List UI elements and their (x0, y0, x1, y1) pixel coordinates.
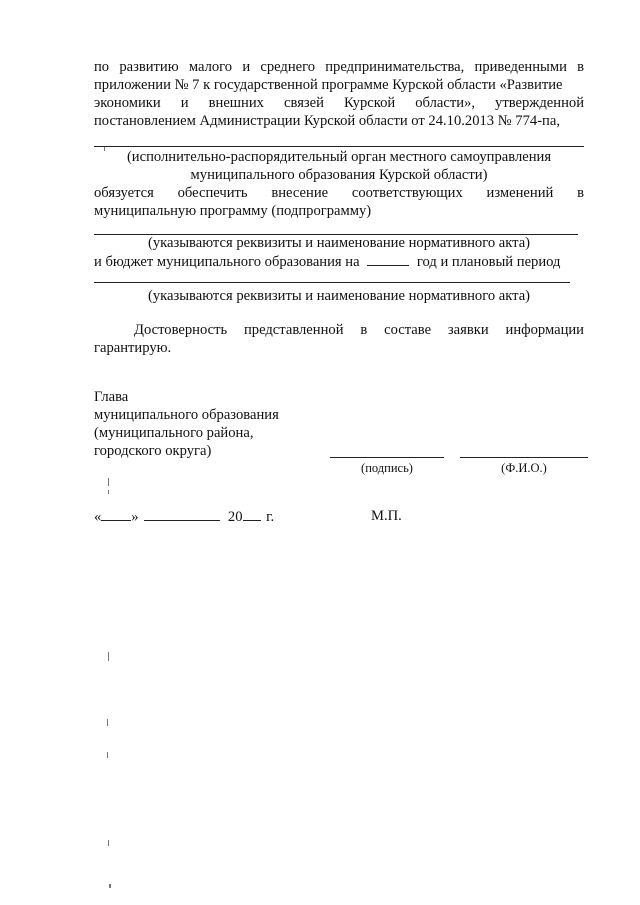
budget-suffix: год и плановый период (416, 254, 561, 270)
fill-in-line-act-2 (94, 282, 570, 283)
signatory-line: Глава (94, 389, 129, 405)
signature-label: (подпись) (361, 461, 413, 475)
organ-caption-line: (исполнительно-распорядительный орган местного самоуправления (126, 149, 552, 165)
budget-prefix: и бюджет муниципального образования на (94, 254, 360, 270)
signatory-line: муниципального образования (94, 407, 279, 423)
signatory-line: (муниципального района, (94, 425, 254, 441)
day-blank (101, 507, 131, 521)
year-prefix: 20 (227, 509, 243, 525)
month-blank (144, 507, 220, 521)
guarantee-line: гарантирую. (94, 340, 172, 356)
act-caption: (указываются реквизиты и наименование нормативного акта) (147, 288, 531, 304)
paragraph-line: постановлением Администрации Курской области от 24.10.2013 № 774-па, (94, 113, 560, 129)
date-line (94, 507, 584, 526)
year-blank (367, 252, 409, 266)
signature-line (330, 457, 444, 458)
scan-speck (104, 147, 105, 151)
date-open-quote: « (94, 509, 102, 525)
obligation-line: муниципальную программу (подпрограмму) (94, 203, 372, 219)
scan-speck (108, 652, 109, 661)
scan-speck (108, 490, 109, 494)
scan-speck (108, 840, 109, 846)
organ-caption-line: муниципального образования Курской области) (190, 167, 488, 183)
guarantee-line: Достоверность представленной в составе заявки информации (134, 322, 584, 338)
scan-speck (108, 478, 109, 486)
budget-line (94, 252, 584, 271)
scan-speck (107, 752, 108, 758)
paragraph-line: по развитию малого и среднего предпринимательства, приведенными в (94, 59, 584, 75)
date-close-quote: » (131, 509, 139, 525)
act-caption: (указываются реквизиты и наименование нормативного акта) (147, 235, 531, 251)
scan-speck (107, 719, 108, 726)
name-line (460, 457, 588, 458)
signatory-line: городского округа) (94, 443, 212, 459)
year-digits-blank (243, 507, 261, 521)
year-suffix: г. (266, 509, 275, 525)
name-label: (Ф.И.О.) (501, 461, 547, 475)
paragraph-line: экономики и внешних связей Курской области», утвержденной (94, 95, 584, 111)
scan-speck (109, 884, 111, 888)
fill-in-line-organ (94, 146, 584, 147)
paragraph-line: приложении № 7 к государственной программе Курской области «Развитие (94, 77, 563, 93)
stamp-label: М.П. (371, 508, 402, 524)
obligation-line: обязуется обеспечить внесение соответствующих изменений в (94, 185, 584, 201)
